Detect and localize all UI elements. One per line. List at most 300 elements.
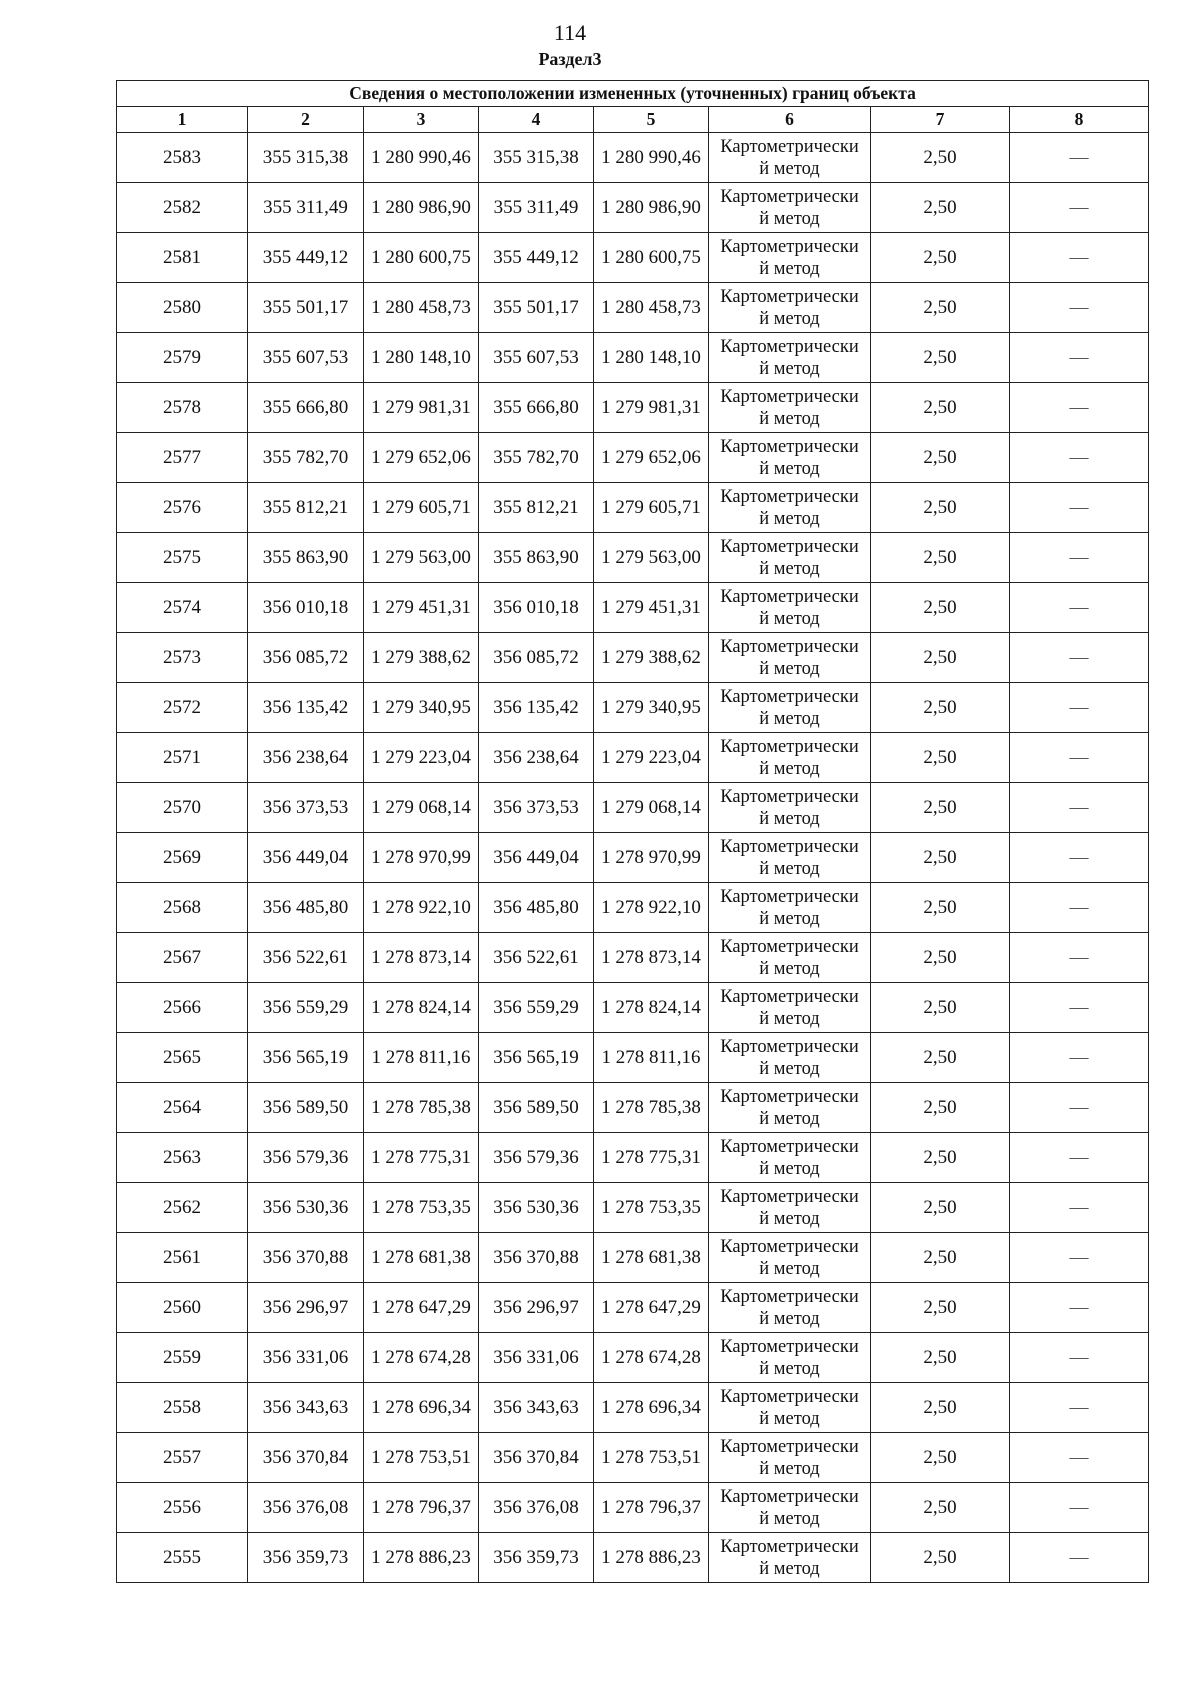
method-cell xyxy=(709,733,871,783)
table-row xyxy=(117,383,1149,433)
col5-cell: 1 278 811,16 xyxy=(594,1033,709,1083)
col5-cell: 1 280 458,73 xyxy=(594,283,709,333)
column-number-3: 3 xyxy=(364,107,479,133)
method-line-2: й метод xyxy=(759,408,820,429)
method-line-2: й метод xyxy=(759,1508,820,1529)
method-cell xyxy=(709,533,871,583)
table-row xyxy=(117,233,1149,283)
column-number-6: 6 xyxy=(709,107,871,133)
method-line-2: й метод xyxy=(759,558,820,579)
method-line-2: й метод xyxy=(759,1308,820,1329)
col8-cell: — xyxy=(1010,1433,1149,1483)
method-line-1: Картометрически xyxy=(720,336,859,357)
point-number-cell: 2575 xyxy=(117,533,248,583)
col8-cell: — xyxy=(1010,633,1149,683)
method-cell xyxy=(709,1533,871,1583)
col5-cell: 1 278 824,14 xyxy=(594,983,709,1033)
method-cell xyxy=(709,1483,871,1533)
method-line-2: й метод xyxy=(759,308,820,329)
col5-cell: 1 278 647,29 xyxy=(594,1283,709,1333)
point-number-cell: 2571 xyxy=(117,733,248,783)
col3-cell: 1 280 986,90 xyxy=(364,183,479,233)
col2-cell: 356 296,97 xyxy=(248,1283,364,1333)
col3-cell: 1 280 600,75 xyxy=(364,233,479,283)
col7-cell: 2,50 xyxy=(871,783,1010,833)
col5-cell: 1 279 223,04 xyxy=(594,733,709,783)
point-number-cell: 2570 xyxy=(117,783,248,833)
point-number-cell: 2562 xyxy=(117,1183,248,1233)
method-line-1: Картометрически xyxy=(720,886,859,907)
col5-cell: 1 278 753,35 xyxy=(594,1183,709,1233)
col4-cell: 356 135,42 xyxy=(479,683,594,733)
table-row xyxy=(117,1533,1149,1583)
method-line-2: й метод xyxy=(759,658,820,679)
point-number-cell: 2555 xyxy=(117,1533,248,1583)
table-row xyxy=(117,933,1149,983)
method-cell xyxy=(709,833,871,883)
method-cell xyxy=(709,183,871,233)
col3-cell: 1 280 458,73 xyxy=(364,283,479,333)
point-number-cell: 2558 xyxy=(117,1383,248,1433)
table-row xyxy=(117,633,1149,683)
col7-cell: 2,50 xyxy=(871,683,1010,733)
table-row xyxy=(117,1483,1149,1533)
col7-cell: 2,50 xyxy=(871,1383,1010,1433)
col4-cell: 355 449,12 xyxy=(479,233,594,283)
col2-cell: 356 376,08 xyxy=(248,1483,364,1533)
method-cell xyxy=(709,1333,871,1383)
col2-cell: 356 530,36 xyxy=(248,1183,364,1233)
method-line-1: Картометрически xyxy=(720,536,859,557)
method-line-1: Картометрически xyxy=(720,736,859,757)
col8-cell: — xyxy=(1010,783,1149,833)
col5-cell: 1 279 563,00 xyxy=(594,533,709,583)
col4-cell: 356 370,88 xyxy=(479,1233,594,1283)
table-row xyxy=(117,983,1149,1033)
method-cell xyxy=(709,1083,871,1133)
col3-cell: 1 278 796,37 xyxy=(364,1483,479,1533)
method-line-1: Картометрически xyxy=(720,286,859,307)
col5-cell: 1 279 451,31 xyxy=(594,583,709,633)
col3-cell: 1 280 990,46 xyxy=(364,133,479,183)
section-title: Раздел3 xyxy=(538,49,602,69)
col8-cell: — xyxy=(1010,1183,1149,1233)
col3-cell: 1 278 674,28 xyxy=(364,1333,479,1383)
coordinates-table xyxy=(116,80,1149,1583)
col4-cell: 356 565,19 xyxy=(479,1033,594,1083)
col4-cell: 356 331,06 xyxy=(479,1333,594,1383)
table-row xyxy=(117,133,1149,183)
method-line-2: й метод xyxy=(759,708,820,729)
col2-cell: 356 359,73 xyxy=(248,1533,364,1583)
col8-cell: — xyxy=(1010,1033,1149,1083)
col7-cell: 2,50 xyxy=(871,933,1010,983)
col5-cell: 1 278 796,37 xyxy=(594,1483,709,1533)
table-row xyxy=(117,1033,1149,1083)
table-row xyxy=(117,1433,1149,1483)
column-number-5: 5 xyxy=(594,107,709,133)
point-number-cell: 2578 xyxy=(117,383,248,433)
col4-cell: 356 485,80 xyxy=(479,883,594,933)
column-number-1: 1 xyxy=(117,107,248,133)
method-line-1: Картометрически xyxy=(720,586,859,607)
method-cell xyxy=(709,1183,871,1233)
point-number-cell: 2568 xyxy=(117,883,248,933)
col4-cell: 356 010,18 xyxy=(479,583,594,633)
col8-cell: — xyxy=(1010,1133,1149,1183)
col4-cell: 355 782,70 xyxy=(479,433,594,483)
col5-cell: 1 279 605,71 xyxy=(594,483,709,533)
method-cell xyxy=(709,383,871,433)
point-number-cell: 2579 xyxy=(117,333,248,383)
col5-cell: 1 279 388,62 xyxy=(594,633,709,683)
method-line-2: й метод xyxy=(759,608,820,629)
col5-cell: 1 278 970,99 xyxy=(594,833,709,883)
method-line-1: Картометрически xyxy=(720,786,859,807)
method-cell xyxy=(709,983,871,1033)
col7-cell: 2,50 xyxy=(871,483,1010,533)
table-row xyxy=(117,583,1149,633)
col2-cell: 356 370,84 xyxy=(248,1433,364,1483)
col3-cell: 1 278 970,99 xyxy=(364,833,479,883)
col2-cell: 355 311,49 xyxy=(248,183,364,233)
method-line-1: Картометрически xyxy=(720,836,859,857)
method-line-2: й метод xyxy=(759,1208,820,1229)
col2-cell: 355 501,17 xyxy=(248,283,364,333)
point-number-cell: 2565 xyxy=(117,1033,248,1083)
col7-cell: 2,50 xyxy=(871,1183,1010,1233)
col7-cell: 2,50 xyxy=(871,1133,1010,1183)
page-number: 114 xyxy=(553,20,587,45)
col3-cell: 1 279 652,06 xyxy=(364,433,479,483)
col2-cell: 356 373,53 xyxy=(248,783,364,833)
point-number-cell: 2583 xyxy=(117,133,248,183)
col3-cell: 1 279 223,04 xyxy=(364,733,479,783)
col7-cell: 2,50 xyxy=(871,1083,1010,1133)
col4-cell: 356 530,36 xyxy=(479,1183,594,1233)
col4-cell: 356 522,61 xyxy=(479,933,594,983)
col5-cell: 1 279 981,31 xyxy=(594,383,709,433)
method-line-2: й метод xyxy=(759,1258,820,1279)
col2-cell: 355 449,12 xyxy=(248,233,364,283)
table-row xyxy=(117,333,1149,383)
column-number-2: 2 xyxy=(248,107,364,133)
table-row xyxy=(117,1133,1149,1183)
method-line-2: й метод xyxy=(759,1408,820,1429)
method-line-1: Картометрически xyxy=(720,1286,859,1307)
col4-cell: 356 373,53 xyxy=(479,783,594,833)
col4-cell: 356 376,08 xyxy=(479,1483,594,1533)
col8-cell: — xyxy=(1010,1483,1149,1533)
method-line-2: й метод xyxy=(759,808,820,829)
col7-cell: 2,50 xyxy=(871,283,1010,333)
method-line-2: й метод xyxy=(759,358,820,379)
method-line-1: Картометрически xyxy=(720,1536,859,1557)
point-number-cell: 2567 xyxy=(117,933,248,983)
method-line-1: Картометрически xyxy=(720,686,859,707)
method-line-1: Картометрически xyxy=(720,1186,859,1207)
col4-cell: 356 449,04 xyxy=(479,833,594,883)
method-cell xyxy=(709,1383,871,1433)
col5-cell: 1 278 873,14 xyxy=(594,933,709,983)
point-number-cell: 2556 xyxy=(117,1483,248,1533)
method-cell xyxy=(709,233,871,283)
col7-cell: 2,50 xyxy=(871,733,1010,783)
col8-cell: — xyxy=(1010,1333,1149,1383)
col7-cell: 2,50 xyxy=(871,1033,1010,1083)
table-row xyxy=(117,283,1149,333)
table-row xyxy=(117,533,1149,583)
col7-cell: 2,50 xyxy=(871,1233,1010,1283)
col3-cell: 1 280 148,10 xyxy=(364,333,479,383)
col8-cell: — xyxy=(1010,533,1149,583)
col4-cell: 356 589,50 xyxy=(479,1083,594,1133)
col7-cell: 2,50 xyxy=(871,1283,1010,1333)
col8-cell: — xyxy=(1010,483,1149,533)
col2-cell: 356 449,04 xyxy=(248,833,364,883)
col2-cell: 356 343,63 xyxy=(248,1383,364,1433)
col7-cell: 2,50 xyxy=(871,383,1010,433)
col2-cell: 356 370,88 xyxy=(248,1233,364,1283)
method-line-1: Картометрически xyxy=(720,1336,859,1357)
col3-cell: 1 278 811,16 xyxy=(364,1033,479,1083)
col2-cell: 356 085,72 xyxy=(248,633,364,683)
col3-cell: 1 278 886,23 xyxy=(364,1533,479,1583)
col5-cell: 1 278 674,28 xyxy=(594,1333,709,1383)
col4-cell: 355 666,80 xyxy=(479,383,594,433)
col3-cell: 1 278 775,31 xyxy=(364,1133,479,1183)
col8-cell: — xyxy=(1010,1083,1149,1133)
method-cell xyxy=(709,633,871,683)
method-line-1: Картометрически xyxy=(720,136,859,157)
col3-cell: 1 279 605,71 xyxy=(364,483,479,533)
col7-cell: 2,50 xyxy=(871,533,1010,583)
table-row xyxy=(117,1283,1149,1333)
col3-cell: 1 279 340,95 xyxy=(364,683,479,733)
col3-cell: 1 279 388,62 xyxy=(364,633,479,683)
col5-cell: 1 280 148,10 xyxy=(594,333,709,383)
table-row xyxy=(117,1383,1149,1433)
point-number-cell: 2576 xyxy=(117,483,248,533)
method-cell xyxy=(709,1283,871,1333)
col3-cell: 1 278 681,38 xyxy=(364,1233,479,1283)
point-number-cell: 2573 xyxy=(117,633,248,683)
method-line-1: Картометрически xyxy=(720,1436,859,1457)
method-cell xyxy=(709,1433,871,1483)
table-body xyxy=(117,133,1149,1583)
point-number-cell: 2560 xyxy=(117,1283,248,1333)
col7-cell: 2,50 xyxy=(871,1533,1010,1583)
column-number-row xyxy=(117,107,1149,133)
point-number-cell: 2566 xyxy=(117,983,248,1033)
col3-cell: 1 278 873,14 xyxy=(364,933,479,983)
method-line-2: й метод xyxy=(759,908,820,929)
col4-cell: 356 579,36 xyxy=(479,1133,594,1183)
column-number-8: 8 xyxy=(1010,107,1149,133)
method-line-2: й метод xyxy=(759,1058,820,1079)
point-number-cell: 2563 xyxy=(117,1133,248,1183)
col8-cell: — xyxy=(1010,833,1149,883)
table-caption-row xyxy=(117,81,1149,107)
col2-cell: 356 559,29 xyxy=(248,983,364,1033)
method-cell xyxy=(709,683,871,733)
point-number-cell: 2580 xyxy=(117,283,248,333)
method-cell xyxy=(709,283,871,333)
col7-cell: 2,50 xyxy=(871,433,1010,483)
col2-cell: 356 010,18 xyxy=(248,583,364,633)
col5-cell: 1 280 600,75 xyxy=(594,233,709,283)
col5-cell: 1 278 785,38 xyxy=(594,1083,709,1133)
method-line-1: Картометрически xyxy=(720,1036,859,1057)
col8-cell: — xyxy=(1010,883,1149,933)
method-cell xyxy=(709,883,871,933)
method-line-2: й метод xyxy=(759,958,820,979)
table-row xyxy=(117,433,1149,483)
method-line-1: Картометрически xyxy=(720,186,859,207)
method-line-1: Картометрически xyxy=(720,936,859,957)
method-line-1: Картометрически xyxy=(720,636,859,657)
method-line-2: й метод xyxy=(759,1458,820,1479)
col2-cell: 355 863,90 xyxy=(248,533,364,583)
method-line-1: Картометрически xyxy=(720,436,859,457)
method-line-2: й метод xyxy=(759,158,820,179)
col8-cell: — xyxy=(1010,683,1149,733)
col4-cell: 356 343,63 xyxy=(479,1383,594,1433)
col5-cell: 1 278 696,34 xyxy=(594,1383,709,1433)
col3-cell: 1 278 647,29 xyxy=(364,1283,479,1333)
col2-cell: 356 565,19 xyxy=(248,1033,364,1083)
col8-cell: — xyxy=(1010,733,1149,783)
col3-cell: 1 278 753,35 xyxy=(364,1183,479,1233)
method-line-2: й метод xyxy=(759,1358,820,1379)
method-line-1: Картометрически xyxy=(720,1236,859,1257)
col5-cell: 1 278 753,51 xyxy=(594,1433,709,1483)
table-row xyxy=(117,1183,1149,1233)
col7-cell: 2,50 xyxy=(871,133,1010,183)
col5-cell: 1 278 775,31 xyxy=(594,1133,709,1183)
col4-cell: 355 501,17 xyxy=(479,283,594,333)
col8-cell: — xyxy=(1010,1233,1149,1283)
col2-cell: 355 315,38 xyxy=(248,133,364,183)
method-line-1: Картометрически xyxy=(720,1086,859,1107)
method-cell xyxy=(709,933,871,983)
col7-cell: 2,50 xyxy=(871,583,1010,633)
method-cell xyxy=(709,333,871,383)
column-number-4: 4 xyxy=(479,107,594,133)
col8-cell: — xyxy=(1010,1283,1149,1333)
col3-cell: 1 279 563,00 xyxy=(364,533,479,583)
col8-cell: — xyxy=(1010,383,1149,433)
point-number-cell: 2561 xyxy=(117,1233,248,1283)
method-cell xyxy=(709,133,871,183)
method-line-1: Картометрически xyxy=(720,236,859,257)
table-row xyxy=(117,783,1149,833)
method-line-2: й метод xyxy=(759,758,820,779)
col5-cell: 1 279 340,95 xyxy=(594,683,709,733)
method-line-2: й метод xyxy=(759,458,820,479)
col7-cell: 2,50 xyxy=(871,1483,1010,1533)
table-row xyxy=(117,683,1149,733)
col3-cell: 1 278 922,10 xyxy=(364,883,479,933)
col5-cell: 1 278 922,10 xyxy=(594,883,709,933)
method-line-2: й метод xyxy=(759,258,820,279)
col2-cell: 356 522,61 xyxy=(248,933,364,983)
col5-cell: 1 279 652,06 xyxy=(594,433,709,483)
method-cell xyxy=(709,783,871,833)
col4-cell: 356 359,73 xyxy=(479,1533,594,1583)
point-number-cell: 2572 xyxy=(117,683,248,733)
col4-cell: 355 863,90 xyxy=(479,533,594,583)
col7-cell: 2,50 xyxy=(871,1333,1010,1383)
table-row xyxy=(117,183,1149,233)
col2-cell: 356 579,36 xyxy=(248,1133,364,1183)
point-number-cell: 2581 xyxy=(117,233,248,283)
col8-cell: — xyxy=(1010,333,1149,383)
point-number-cell: 2564 xyxy=(117,1083,248,1133)
table-row xyxy=(117,833,1149,883)
method-cell xyxy=(709,1233,871,1283)
col8-cell: — xyxy=(1010,183,1149,233)
col4-cell: 356 238,64 xyxy=(479,733,594,783)
method-line-2: й метод xyxy=(759,508,820,529)
method-line-1: Картометрически xyxy=(720,1136,859,1157)
col7-cell: 2,50 xyxy=(871,183,1010,233)
col2-cell: 356 485,80 xyxy=(248,883,364,933)
col4-cell: 356 085,72 xyxy=(479,633,594,683)
col3-cell: 1 279 068,14 xyxy=(364,783,479,833)
col8-cell: — xyxy=(1010,1533,1149,1583)
col2-cell: 355 666,80 xyxy=(248,383,364,433)
point-number-cell: 2557 xyxy=(117,1433,248,1483)
table-row xyxy=(117,1083,1149,1133)
table-row xyxy=(117,483,1149,533)
col3-cell: 1 279 981,31 xyxy=(364,383,479,433)
col7-cell: 2,50 xyxy=(871,883,1010,933)
col3-cell: 1 279 451,31 xyxy=(364,583,479,633)
method-line-1: Картометрически xyxy=(720,386,859,407)
col7-cell: 2,50 xyxy=(871,1433,1010,1483)
col2-cell: 356 238,64 xyxy=(248,733,364,783)
col4-cell: 355 315,38 xyxy=(479,133,594,183)
col2-cell: 355 607,53 xyxy=(248,333,364,383)
col4-cell: 356 559,29 xyxy=(479,983,594,1033)
col3-cell: 1 278 753,51 xyxy=(364,1433,479,1483)
method-line-1: Картометрически xyxy=(720,486,859,507)
col8-cell: — xyxy=(1010,1383,1149,1433)
col3-cell: 1 278 824,14 xyxy=(364,983,479,1033)
method-line-2: й метод xyxy=(759,1108,820,1129)
table-row xyxy=(117,1333,1149,1383)
col8-cell: — xyxy=(1010,233,1149,283)
col2-cell: 356 135,42 xyxy=(248,683,364,733)
col8-cell: — xyxy=(1010,433,1149,483)
method-cell xyxy=(709,483,871,533)
method-line-1: Картометрически xyxy=(720,986,859,1007)
table-row xyxy=(117,1233,1149,1283)
col4-cell: 356 296,97 xyxy=(479,1283,594,1333)
method-cell xyxy=(709,583,871,633)
col7-cell: 2,50 xyxy=(871,983,1010,1033)
column-number-7: 7 xyxy=(871,107,1010,133)
col5-cell: 1 279 068,14 xyxy=(594,783,709,833)
col3-cell: 1 278 785,38 xyxy=(364,1083,479,1133)
col8-cell: — xyxy=(1010,933,1149,983)
col4-cell: 355 607,53 xyxy=(479,333,594,383)
method-line-2: й метод xyxy=(759,1558,820,1579)
table-row xyxy=(117,733,1149,783)
point-number-cell: 2569 xyxy=(117,833,248,883)
col4-cell: 355 812,21 xyxy=(479,483,594,533)
